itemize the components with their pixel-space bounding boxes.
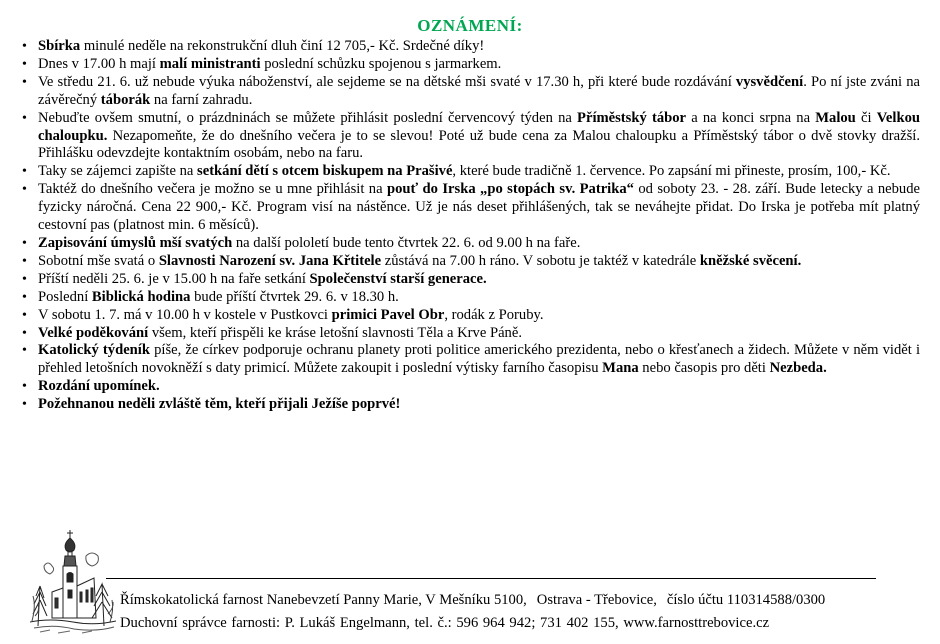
bullet-icon: • (22, 325, 27, 341)
footer-phone-1: 596 964 942; (456, 615, 536, 631)
announcement-emphasis: Mana (602, 360, 639, 377)
footer-parish: Římskokatolická farnost Nanebevzetí Panny Marie, V Mešníku 5100, (120, 592, 527, 608)
announcement-text: Sobotní mše svatá o (38, 252, 159, 269)
footer-admin-name: P. Lukáš Engelmann, (284, 615, 410, 631)
announcement-text: , rodák z Poruby. (444, 306, 544, 323)
announcement-emphasis: Sbírka (38, 38, 81, 54)
announcement-emphasis: táborák (100, 91, 151, 108)
announcement-emphasis: Malou (815, 109, 856, 126)
bullet-icon: • (22, 307, 27, 323)
bullet-icon: • (22, 397, 27, 413)
bullet-icon: • (22, 74, 27, 90)
announcement-list (20, 38, 920, 414)
bullet-icon: • (22, 289, 27, 305)
announcement-item (20, 307, 920, 325)
announcement-emphasis: Požehnanou neděli zvláště těm, kteří přijali Ježíše poprvé! (38, 396, 401, 413)
announcement-item (20, 110, 920, 164)
announcement-text: Taky se zájemci zapište na (38, 163, 198, 180)
announcement-item (20, 74, 920, 110)
announcement-item (20, 235, 920, 253)
announcement-emphasis: Slavnosti Narození sv. Jana Křtitele (158, 252, 382, 269)
announcement-emphasis: Společenství starší generace. (309, 270, 487, 287)
announcement-text: Dnes v 17.00 h mají (38, 55, 160, 72)
announcement-emphasis: pouť do Irska „po stopách sv. Patrika“ (387, 181, 634, 198)
announcement-text: poslední schůzku spojenou s jarmarkem. (260, 55, 502, 72)
announcement-text: . Po ní jste zváni na závěrečný (38, 73, 920, 108)
bullet-icon: • (22, 182, 27, 198)
announcement-text: bude příští čtvrtek 29. 6. v 18.30 h. (190, 288, 399, 305)
announcement-text: minulé neděle na rekonstrukční dluh činí 12 705,- Kč. Srdečné díky! (80, 38, 485, 54)
announcement-text: píše, že církev podporuje ochranu planety proti politice amerického prezidenta, nebo o křesťanech a židech. Můžete v něm vidět i přehled letošních novokněží s daty primicí. Můžete zakoupit i poslední výtisky farního časopisu (38, 342, 920, 377)
announcement-text: na další pololetí bude tento čtvrtek 22. 6. od 9.00 h na faře. (232, 234, 581, 251)
bullet-icon: • (22, 39, 27, 54)
announcement-item (20, 56, 920, 74)
footer-website-link[interactable]: www.farnosttrebovice.cz (623, 615, 770, 631)
announcement-text: na farní zahradu. (150, 91, 253, 108)
bullet-icon: • (22, 379, 27, 395)
announcement-item (20, 325, 920, 343)
announcement-item (20, 289, 920, 307)
announcement-emphasis: Katolický týdeník (38, 342, 150, 359)
announcement-text: , které bude tradičně 1. července. Po zapsání mi přineste, prosím, 100,- Kč. (452, 163, 891, 180)
announcement-emphasis: vysvědčení (735, 73, 804, 90)
announcement-text: Nezapomeňte, že do dnešního večera je to se slevou! Poté už bude cena za Malou chaloupku a Příměstský tábor o dvě stovky dražší. Přihlášku odevzdejte kontaktním osobám, nebo na faru. (38, 127, 920, 162)
announcement-item (20, 271, 920, 289)
footer-contact-line (120, 614, 769, 632)
footer-address-line (120, 591, 825, 609)
footer-account: číslo účtu 110314588/0300 (666, 592, 826, 608)
announcement-item (20, 181, 920, 235)
announcement-emphasis: Velkou chaloupku. (38, 109, 920, 144)
announcement-item (20, 38, 920, 56)
announcement-emphasis: Rozdání upomínek. (38, 378, 160, 395)
announcement-text: všem, kteří přispěli ke kráse letošní slavnosti Těla a Krve Páně. (148, 324, 522, 341)
announcement-emphasis: Zapisování úmyslů mší svatých (38, 234, 233, 251)
bullet-icon: • (22, 271, 27, 287)
announcement-item (20, 342, 920, 378)
announcement-emphasis: Příměstský tábor (577, 109, 687, 126)
bullet-icon: • (22, 164, 27, 180)
announcement-text: V sobotu 1. 7. má v 10.00 h v kostele v Pustkovci (38, 306, 332, 323)
announcement-text: Poslední (38, 288, 92, 305)
announcement-text: či (855, 109, 877, 126)
announcement-text: Taktéž do dnešního večera je možno se u mne přihlásit na (38, 181, 387, 198)
footer-city: Ostrava - Třebovice, (536, 592, 657, 608)
announcement-text: zůstává na 7.00 h ráno. V sobotu je taktéž v katedrále (381, 252, 700, 269)
announcement-item (20, 253, 920, 271)
announcement-item (20, 163, 920, 181)
announcement-emphasis: setkání dětí s otcem biskupem na Prašivé (197, 163, 453, 180)
announcement-emphasis: kněžské svěcení. (699, 252, 802, 269)
church-sketch-icon (30, 526, 116, 636)
bullet-icon: • (22, 110, 27, 126)
footer-admin-label: Duchovní správce farnosti: (120, 615, 281, 631)
bullet-icon: • (22, 235, 27, 251)
announcement-emphasis: primici Pavel Obr (331, 306, 445, 323)
announcement-emphasis: Velké poděkování (38, 324, 149, 341)
bullet-icon: • (22, 343, 27, 359)
announcement-item (20, 378, 920, 396)
announcement-emphasis: Nezbeda. (769, 360, 827, 377)
announcement-text: a na konci srpna na (686, 109, 816, 126)
announcement-item (20, 396, 920, 414)
announcement-text: od soboty 23. - 28. září. Bude letecky a nebude fyzicky náročná. Cena 22 900,- Kč. Program visí na nástěnce. Už je nás deset přihlášených, tak se neváhejte přidat. Do Irska je potřeba mít platný cestovní pas (platnost min. 6 měsíců). (38, 181, 921, 234)
announcement-text: nebo časopis pro děti (638, 360, 770, 377)
footer-phone-2: 731 402 155, (540, 615, 619, 631)
announcement-emphasis: Biblická hodina (91, 288, 191, 305)
announcement-emphasis: malí ministranti (159, 55, 261, 72)
bullet-icon: • (22, 253, 27, 269)
announcement-text: Příští neděli 25. 6. je v 15.00 h na faře setkání (38, 270, 310, 287)
page-title: OZNÁMENÍ: (417, 16, 523, 35)
announcement-text: Nebuďte ovšem smutní, o prázdninách se můžete přihlásit poslední červencový týden na (38, 109, 578, 126)
bullet-icon: • (22, 56, 27, 72)
footer-divider (106, 578, 876, 579)
announcement-text: Ve středu 21. 6. už nebude výuka náboženství, ale sejdeme se na dětské mši svaté v 17.30 h, při které bude rozdávání (38, 73, 736, 90)
footer-phone-label: tel. č.: (414, 615, 452, 631)
